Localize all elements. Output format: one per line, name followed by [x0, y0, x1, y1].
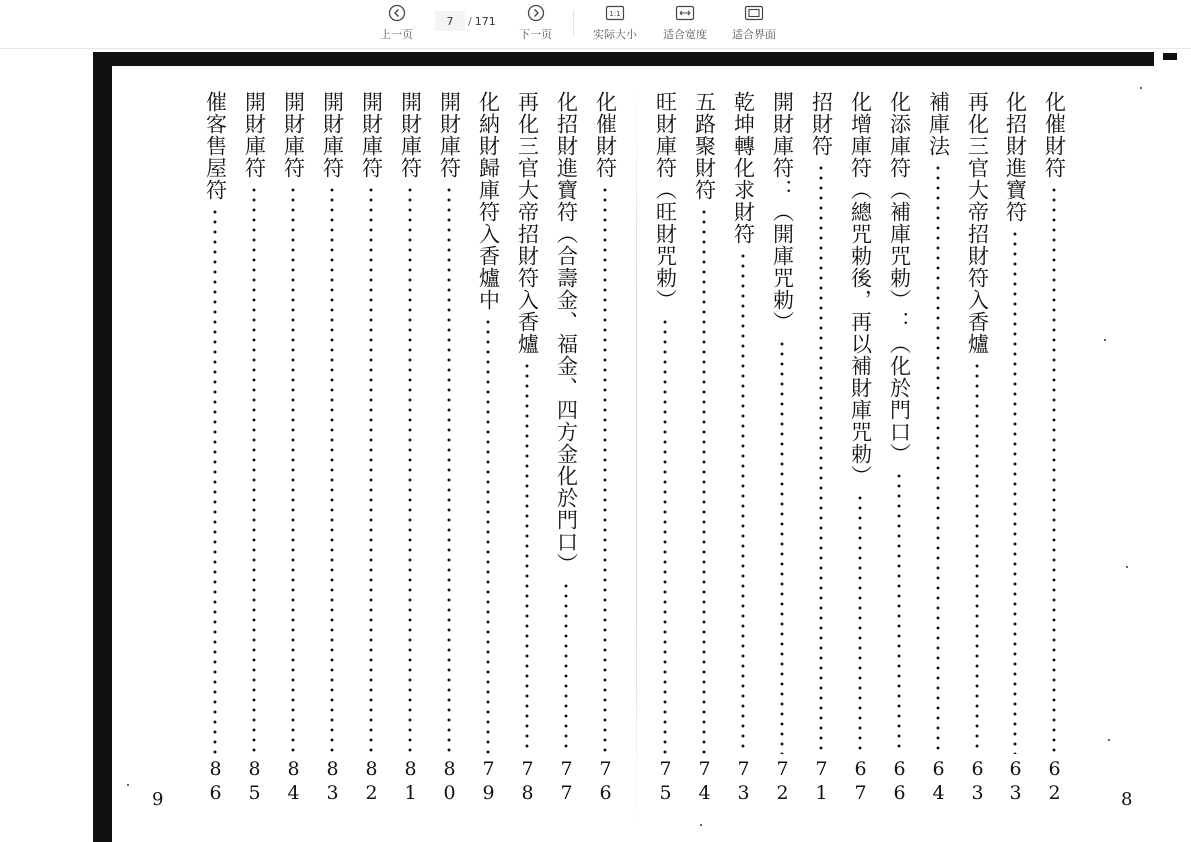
fit-page-icon — [744, 3, 764, 23]
chevron-left-circle-icon — [388, 3, 406, 23]
dot-leader — [663, 317, 667, 754]
toc-entry[interactable] — [726, 91, 760, 806]
prev-page-button[interactable] — [380, 3, 413, 45]
dot-leader — [252, 185, 256, 754]
dot-leader — [369, 185, 373, 754]
scan-speck — [1108, 739, 1110, 741]
dot-leader — [564, 581, 568, 754]
toc-entry-title: 催客售屋符 — [203, 91, 228, 201]
page-folio-right: 8 — [1121, 789, 1133, 810]
scan-speck — [1140, 87, 1142, 89]
toc-entry-title: 化納財歸庫符入香爐中 — [476, 91, 501, 311]
toc-entry-title: 旺財庫符（旺財咒勅） — [653, 91, 678, 311]
toc-entry-page: 86 — [204, 758, 227, 806]
toc-entry-page: 64 — [927, 758, 950, 806]
toc-entry[interactable] — [765, 91, 799, 806]
toc-entry-page: 78 — [516, 758, 539, 806]
toc-entry-page: 67 — [849, 758, 872, 806]
actual-size-icon — [605, 3, 625, 23]
toc-entry-title: 化招財進寶符（合壽金、福金、四方金化於門口） — [554, 91, 579, 575]
toc-entry-title: 化招財進寶符 — [1003, 91, 1028, 223]
toc-entry-title: 開財庫符 — [398, 91, 423, 179]
dot-leader — [291, 185, 295, 754]
toc-entry[interactable] — [998, 91, 1032, 806]
toc-entry[interactable] — [921, 91, 955, 806]
page-indicator — [435, 10, 501, 32]
actual-size-label: 实际大小 — [593, 28, 637, 41]
toc-entry-page: 63 — [966, 758, 989, 806]
toolbar-divider — [573, 10, 574, 36]
scan-border-left — [93, 52, 112, 842]
fit-page-button[interactable] — [732, 3, 776, 45]
toc-entry-title: 再化三官大帝招財符入香爐 — [515, 91, 540, 355]
toc-entry[interactable] — [843, 91, 877, 806]
page-fold — [636, 79, 637, 834]
toc-entry[interactable] — [315, 91, 349, 806]
svg-text:1:1: 1:1 — [609, 10, 621, 18]
toc-entry-page: 73 — [732, 758, 755, 806]
page-number-input[interactable] — [435, 11, 465, 31]
toc-entry[interactable] — [510, 91, 544, 806]
scan-speck — [1104, 339, 1106, 341]
dot-leader — [1052, 185, 1056, 754]
fit-width-label: 适合宽度 — [663, 28, 707, 41]
toc-entry-page: 66 — [888, 758, 911, 806]
dot-leader — [741, 251, 745, 754]
toc-entry[interactable] — [198, 91, 232, 806]
toc-entry-title: 開財庫符 — [242, 91, 267, 179]
toc-entry-page: 63 — [1004, 758, 1027, 806]
chevron-right-circle-icon — [527, 3, 545, 23]
toc-entry-title: 化催財符 — [1042, 91, 1067, 179]
dot-leader — [447, 185, 451, 754]
page-folio-left: 9 — [152, 789, 164, 810]
scan-speck — [1126, 566, 1128, 568]
toc-entry-title: 再化三官大帝招財符入香爐 — [965, 91, 990, 355]
toc-entry[interactable] — [276, 91, 310, 806]
toc-entry-page: 62 — [1043, 758, 1066, 806]
toc-entry-title: 補庫法 — [926, 91, 951, 157]
next-page-label: 下一页 — [519, 28, 552, 41]
viewer-toolbar — [0, 0, 1191, 49]
scan-speck — [700, 824, 702, 826]
fit-width-button[interactable] — [663, 3, 707, 45]
fit-page-label: 适合界面 — [732, 28, 776, 41]
toc-entry-title: 化增庫符（總咒勅後，再以補財庫咒勅） — [848, 91, 873, 487]
dot-leader — [975, 361, 979, 754]
page-separator: / — [468, 14, 472, 28]
toc-entry-title: 開財庫符 — [359, 91, 384, 179]
scan-border-top — [93, 52, 1154, 66]
dot-leader — [936, 163, 940, 754]
dot-leader — [213, 207, 217, 754]
dot-leader — [408, 185, 412, 754]
dot-leader — [780, 339, 784, 754]
dot-leader — [525, 361, 529, 754]
toc-entry[interactable] — [804, 91, 838, 806]
toc-entry-page: 85 — [243, 758, 266, 806]
dot-leader — [486, 317, 490, 754]
actual-size-button[interactable] — [593, 3, 637, 45]
toc-entry[interactable] — [588, 91, 622, 806]
toc-entry[interactable] — [1037, 91, 1071, 806]
page-total: 171 — [474, 14, 496, 28]
toc-entry[interactable] — [432, 91, 466, 806]
toc-entry-page: 81 — [399, 758, 422, 806]
scan-speck — [127, 784, 129, 786]
prev-page-label: 上一页 — [380, 28, 413, 41]
toc-entry-page: 82 — [360, 758, 383, 806]
toc-entry-page: 71 — [810, 758, 833, 806]
toc-entry[interactable] — [354, 91, 388, 806]
toc-entry-page: 84 — [282, 758, 305, 806]
dot-leader — [1013, 229, 1017, 754]
toc-entry-page: 80 — [438, 758, 461, 806]
scan-border-corner — [1163, 53, 1177, 60]
dot-leader — [603, 185, 607, 754]
toc-entry-page: 75 — [654, 758, 677, 806]
toc-entry-title: 五路聚財符 — [692, 91, 717, 201]
toc-entry-title: 開財庫符 — [320, 91, 345, 179]
dot-leader — [702, 207, 706, 754]
toc-entry[interactable] — [882, 91, 916, 806]
next-page-button[interactable] — [519, 3, 552, 45]
toc-entry-page: 74 — [693, 758, 716, 806]
toc-entry-title: 化催財符 — [593, 91, 618, 179]
toc-entry[interactable] — [648, 91, 682, 806]
toc-entry[interactable] — [549, 91, 583, 806]
toc-entry-title: 招財符 — [809, 91, 834, 157]
toc-entry-title: 化添庫符（補庫咒勅）：（化於門口） — [887, 91, 912, 465]
toc-entry[interactable] — [471, 91, 505, 806]
toc-entry-title: 乾坤轉化求財符 — [731, 91, 756, 245]
fit-width-icon — [675, 3, 695, 23]
toc-entry-page: 72 — [771, 758, 794, 806]
toc-entry-page: 77 — [555, 758, 578, 806]
toc-entry[interactable] — [237, 91, 271, 806]
toc-entry[interactable] — [393, 91, 427, 806]
toc-entry-title: 開財庫符：（開庫咒勅） — [770, 91, 795, 333]
dot-leader — [858, 493, 862, 754]
toc-entry-page: 79 — [477, 758, 500, 806]
toc-entry-page: 76 — [594, 758, 617, 806]
toc-entry-title: 開財庫符 — [281, 91, 306, 179]
toc-entry[interactable] — [687, 91, 721, 806]
toc-entry[interactable] — [960, 91, 994, 806]
toc-entry-title: 開財庫符 — [437, 91, 462, 179]
dot-leader — [330, 185, 334, 754]
dot-leader — [897, 471, 901, 754]
document-viewport[interactable] — [0, 49, 1191, 842]
toc-entry-page: 83 — [321, 758, 344, 806]
dot-leader — [819, 163, 823, 754]
